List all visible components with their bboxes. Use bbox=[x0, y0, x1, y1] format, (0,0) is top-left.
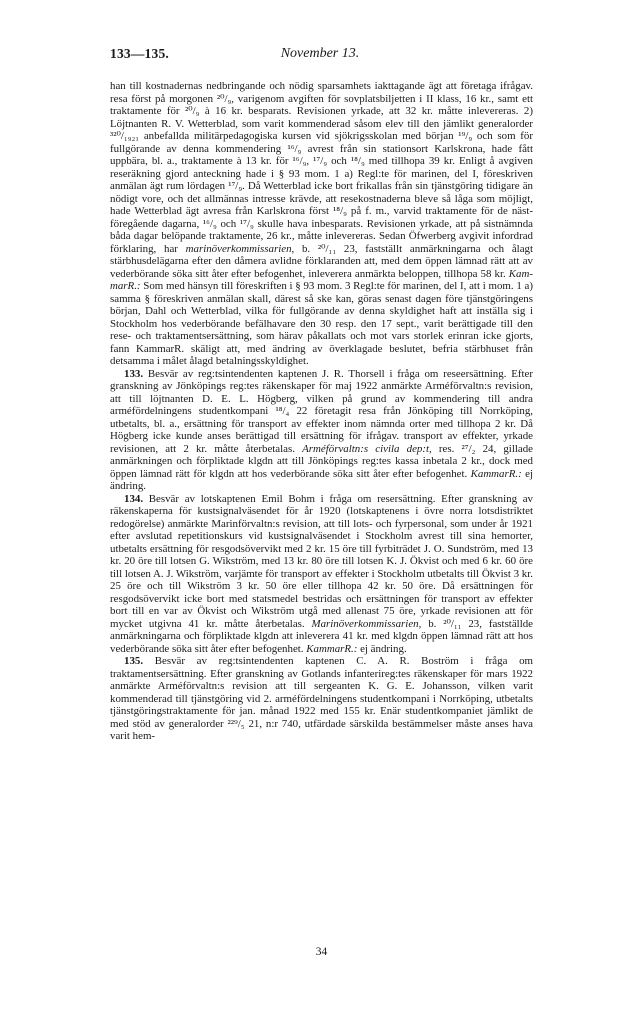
paragraph-text: b. ²⁰/₁₁ 23, fastställde anmärkningarna och förpliktade klgdn att inleverera 41 kr. med klgdn öppen lämnad rätt att hos vederbörande söka sitt åter efter befogenhet. bbox=[110, 617, 533, 655]
paragraph-133 bbox=[110, 368, 533, 493]
page-date: November 13. bbox=[280, 46, 360, 61]
paragraph-text: Besvär av reg:tsintendenten kaptenen C. A. R. Boström i fråga om traktamentsersättning. Efter granskning av Gotlands infanterireg:tes räkenskaper för mars 1922 anmärkte Arméförvaltn:s revision att till sergeanten K. G. E. Johansson, vilken varit kommenderad till tjänstgöring vid 2. arméfördelningens studentkompani i Norrköping, utbetalts tjänstgöringstraktamente för jan. månad 1922 med 155 kr. Enär studentkompaniet jämlikt de med stöd av generalorder ²²⁹/₅ 21, n:r 740, utfärdade särskilda bestämmelser måste anses hava varit hem- bbox=[110, 655, 533, 742]
italic-term: Kam-marR.: bbox=[110, 267, 533, 292]
section-number: 134. bbox=[124, 492, 144, 505]
italic-term: Marinöverkommissarien, bbox=[311, 617, 422, 630]
paragraph-text: b. ²⁰/₁₁ 23, fastställt anmärkningarna och ålagt stärbhusdelägarna efter den dåmera avlidne förklaranden att, med dem öppen lämnad rätt att av vederbörande söka sitt åter efter befogenhet, inleverera anmärkta beloppen, tillhopa 58 kr. bbox=[110, 242, 533, 280]
paragraph-134 bbox=[110, 493, 533, 656]
paragraph-text: Som med hänsyn till föreskriften i § 93 mom. 3 Regl:te för marinen, del I, att i mom. 1 a) samma § föreskriven anmälan skall, därest så ske kan, göras senast dagen före tjänstgöringens början, Dahl och Wetterblad, vilka för fullgörande av denna skyldighet haft att inställa sig i Stockholm hos vederbörande befälhavare den 30 resp. den 17 sept., varit berättigade till den rese- och traktamentsersättning, som härav påkallats och mot vars storlek erinran icke gjorts, fann KammarR. skäligt att, med ändring av överklagade beslutet, befria stärbhuset från detsamma i målet ålagd betalningsskyldighet. bbox=[110, 280, 533, 367]
paragraph-intro bbox=[110, 80, 533, 368]
paragraph-text: res. ²⁷/₂ 24, gillade anmärkningen och förpliktade klgdn att till Jönköpings reg:tes kassa inbetala 2 kr., dock med öppen lämnad rätt för klgdn att hos vederbörande söka sitt åter efter befogenhet. bbox=[110, 442, 533, 480]
italic-term: KammarR.: bbox=[470, 467, 522, 480]
page-header bbox=[110, 46, 530, 66]
paragraph-text: ej ändring. bbox=[357, 642, 407, 655]
paragraph-text: han till kostnadernas nedbringande och nödig sparsamhets iakttagande ägt att företaga ifrågav. resa först på morgonen ²⁰/₉, varigenom avgiften för sovplatsbiljetten i II klass, 16 kr., samt ett traktamente för ²⁰/₉ à 16 kr. besparats. Revisionen yrkade, att 32 kr. måtte inlevereras. 2) Löjtnanten R. V. Wetterblad, som varit kommenderad såsom elev till den jämlikt generalorder ³²⁰/₁₉₂₁ anbefallda militärpedagogiska kursen vid sjökrigsskolan med början ¹⁹/₉ och som för fullgörande av denna kommendering ¹⁶/₉ avrest från sin stationsort Karlskrona, hade fått uppbära, bl. a., traktamente à 13 kr. för ¹⁶/₉, ¹⁷/₉ och ¹⁸/₉ med tillhopa 39 kr. Enligt å avgiven reseräkning gjord anteckning hade i § 93 mom. 1 a) Regl:te för marinen, del I, föreskriven anmälan ägt rum lördagen ¹⁷/₉. Då Wetterblad icke bort frikallas från sin tjänstgöring tidigare än nödigt vore, och det allmännas intresse krävde, att resekostnaderna bleve så låga som möjligt, hade Wetterblad ägt avresa från Karlskrona först ¹⁸/₉ på f. m., varvid traktamente för de näst-föregående dagarna, ¹⁶/₉ och ¹⁷/₉ skulle hava inbesparats. Revisionen yrkade, att på sistnämnda båda dagar belöpande traktamente, 26 kr., måtte inlevereras. Sedan Öfwerberg avgivit infordrad förklaring, har bbox=[110, 80, 533, 255]
italic-term: KammarR.: bbox=[306, 642, 358, 655]
paragraph-text: ej ändring. bbox=[110, 467, 533, 492]
italic-term: Arméförvaltn:s civila dep:t, bbox=[302, 442, 432, 455]
paragraph-135 bbox=[110, 655, 533, 743]
section-number: 133. bbox=[124, 367, 144, 380]
paragraph-text: Besvär av lotskaptenen Emil Bohm i fråga om resersättning. Efter granskning av räkenskaperna för kustsignalväsendet för år 1920 (lotskaptenens i övre norra lotsdistriktet redogörelse) anmärkte Marinförvaltn:s revision, att till lots- och fyrpersonal, som under år 1921 efter avslutad repetitionskurs vid kustsignalväsendet i Stockholm avrest till sina hemorter, utbetalts ersättning för resgodsövervikt med 2 kr. 15 öre till fyrbiträdet J. O. Sundström, med 13 kr. 20 öre till lotsen G. Wikström, med 13 kr. 80 öre till lotsen K. J. Ökvist och med 6 kr. 60 öre till lotsen A. J. Wikström, varjämte för transport av effekter i Stockholm utbetalts till Ökvist 3 kr. 25 öre och till Wikström 3 kr. 50 öre eller tillhopa 42 kr. 50 öre. Då ersättningen för resgodsövervikt icke bort med statsmedel bestridas och ersättningen för transport av effekter bort till en var av Ökvist och Wikström utgå med allenast 75 öre, yrkade revisionen att för mycket utgivna 41 kr. måtte återbetalas. bbox=[110, 492, 533, 630]
page-number: 34 bbox=[315, 946, 328, 958]
italic-term: marinöverkommissarien, bbox=[185, 242, 295, 255]
page-range: 133—135. bbox=[110, 46, 169, 61]
body-text bbox=[110, 80, 533, 743]
paragraph-text: Besvär av reg:tsintendenten kaptenen J. R. Thorsell i fråga om reseersättning. Efter granskning av Jönköpings reg:tes räkenskaper för maj 1922 anmärkte Arméförvaltn:s revision, att till löjtnanten D. E. L. Högberg, vilken på grund av kommendering till andra arméfördelningens studentkompani ¹⁸/₄ 22 företagit resa från Jönköping till Norrköping, utbetalts, bl. a., ersättning för transport av effekter inom nämnda orter med tillhopa 2 kr. Då Högberg icke kunde anses berättigad till ersättning för ifrågav. transport av effekter, yrkade revisionen, att 2 kr. måtte återbetalas. bbox=[110, 367, 533, 455]
section-number: 135. bbox=[124, 655, 144, 667]
